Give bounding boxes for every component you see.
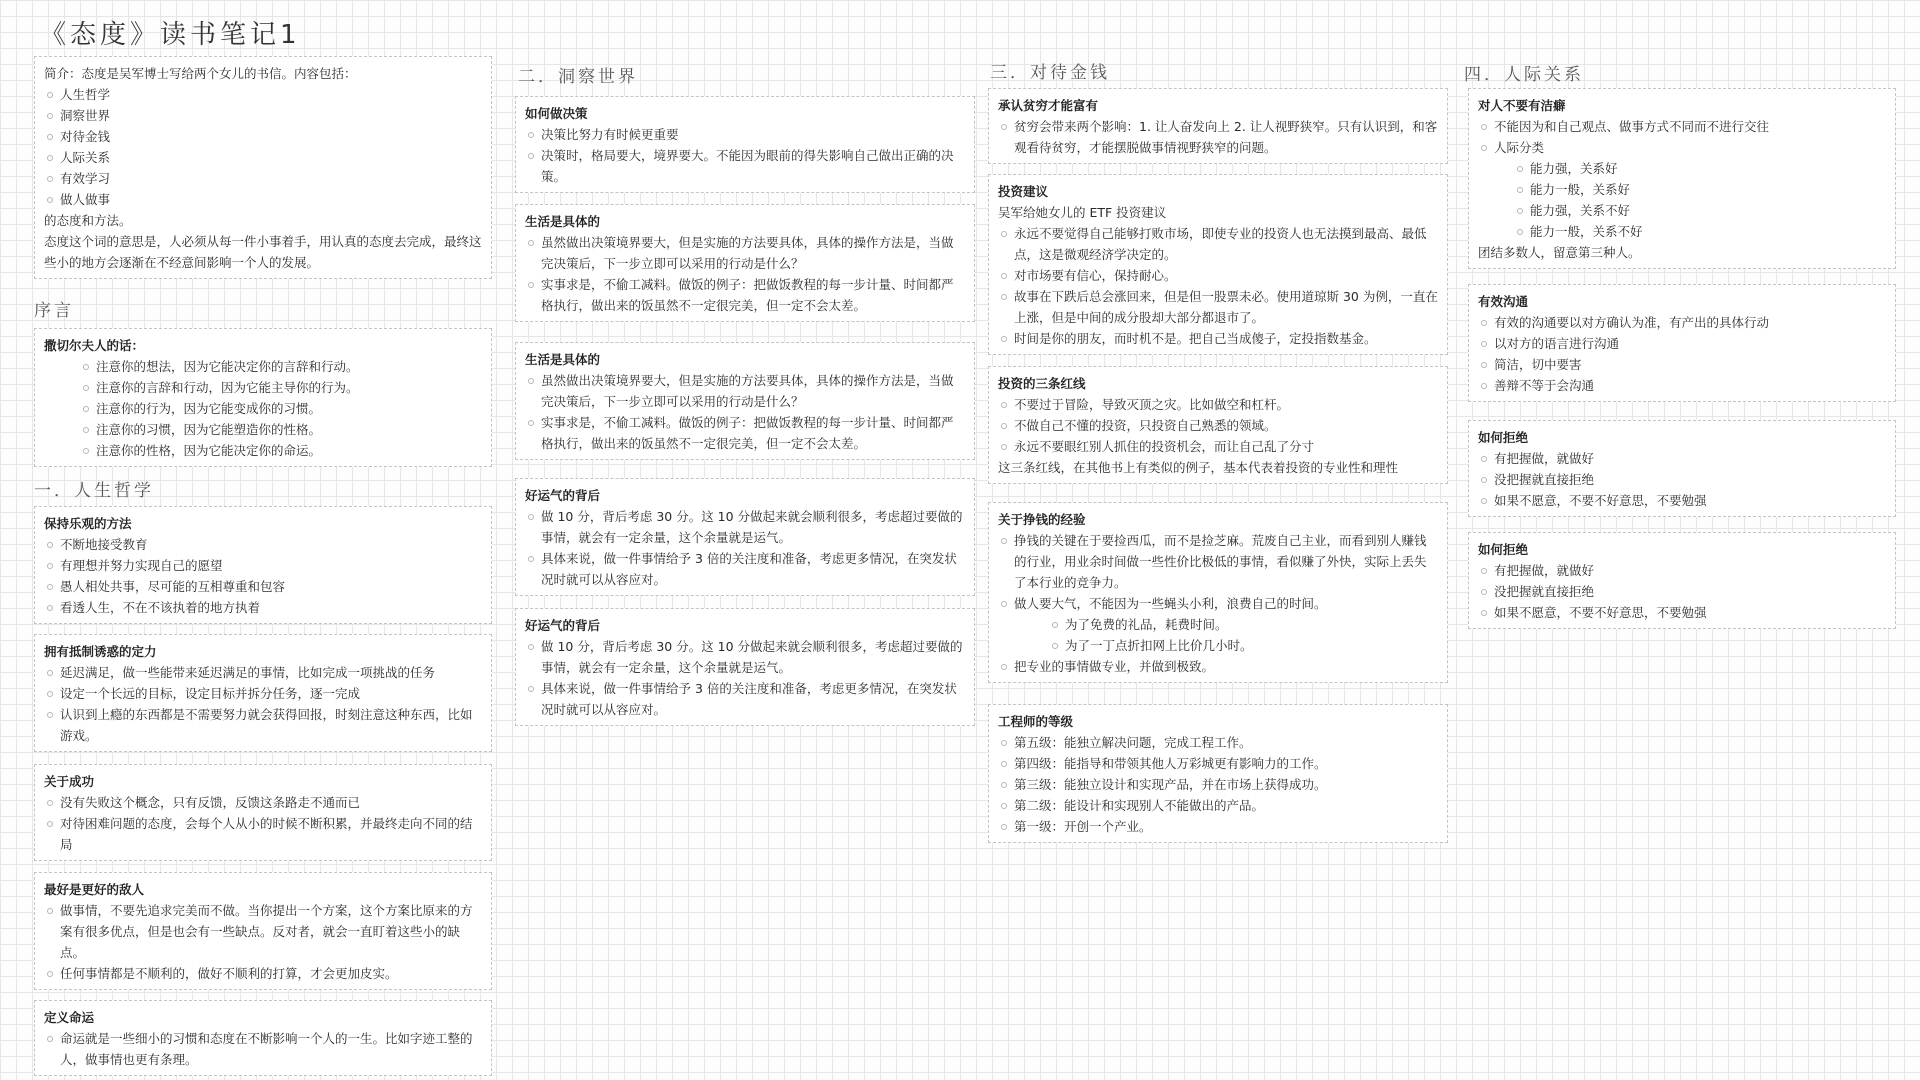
list-item: 洞察世界: [44, 105, 482, 126]
card-title: 关于挣钱的经验: [998, 512, 1086, 527]
list-item: 虽然做出决策境界要大，但是实施的方法要具体，具体的操作方法是，当做完决策后，下一步立即可以采用的行动是什么？: [525, 232, 965, 274]
list-item: 永远不要眼红别人抓住的投资机会，而让自己乱了分寸: [998, 436, 1438, 457]
temptation-card[interactable]: [34, 634, 492, 752]
card-subtitle: 吴军给她女儿的 ETF 投资建议: [998, 205, 1167, 220]
card-title: 好运气的背后: [525, 488, 601, 503]
intro-list: [44, 84, 482, 210]
list-item: 命运就是一些细小的习惯和态度在不断影响一个人的一生。比如字迹工整的人，做事情也更有条理。: [44, 1028, 482, 1070]
list-item: 如果不愿意，不要不好意思，不要勉强: [1478, 490, 1886, 511]
card-title: 好运气的背后: [525, 618, 601, 633]
section-heading-relationships: 四．人际关系: [1464, 65, 1584, 85]
list-item: 有把握做，就做好: [1478, 560, 1886, 581]
list-item: 任何事情都是不顺利的，做好不顺利的打算，才会更加皮实。: [44, 963, 482, 984]
list-item: 第二级：能设计和实现别人不能做出的产品。: [998, 795, 1438, 816]
list-item: 永远不要觉得自己能够打败市场，即使专业的投资人也无法摸到最高、最低点，这是微观经济学决定的。: [998, 223, 1438, 265]
list-item: 对待困难问题的态度，会每个人从小的时候不断积累，并最终走向不同的结局: [44, 813, 482, 855]
card-title: 如何做决策: [525, 106, 588, 121]
decision-card[interactable]: [515, 96, 975, 193]
card-title: 撒切尔夫人的话：: [44, 338, 145, 353]
list-item: 认识到上瘾的东西都是不需要努力就会获得回报，时刻注意这种东西，比如游戏。: [44, 704, 482, 746]
list-item: 做人要大气，不能因为一些蝇头小利，浪费自己的时间。: [998, 593, 1438, 614]
earning-card[interactable]: [988, 502, 1448, 683]
list-item: 第五级：能独立解决问题，完成工程工作。: [998, 732, 1438, 753]
list-item: 注意你的言辞和行动，因为它能主导你的行为。: [44, 377, 482, 398]
card-title: 如何拒绝: [1478, 430, 1529, 445]
list-item: 注意你的行为，因为它能变成你的习惯。: [44, 398, 482, 419]
list-item: 不能因为和自己观点、做事方式不同而不进行交往: [1478, 116, 1886, 137]
card-title: 定义命运: [44, 1010, 95, 1025]
list-item: 有效学习: [44, 168, 482, 189]
list-item: 对市场要有信心，保持耐心。: [998, 265, 1438, 286]
card-title: 最好是更好的敌人: [44, 882, 145, 897]
investment-advice-card[interactable]: [988, 174, 1448, 355]
list-item: 挣钱的关键在于要捡西瓜，而不是捡芝麻。荒废自己主业，而看到别人赚钱的行业，用业余时间做一些性价比极低的事情，看似赚了外快，实际上丢失了本行业的竞争力。: [998, 530, 1438, 593]
card-title: 有效沟通: [1478, 294, 1529, 309]
card-title: 投资建议: [998, 184, 1049, 199]
list-item: 注意你的性格，因为它能决定你的命运。: [44, 440, 482, 461]
red-lines-card[interactable]: [988, 366, 1448, 484]
life-concrete-card-2[interactable]: [515, 342, 975, 460]
card-title: 生活是具体的: [525, 214, 601, 229]
list-item: 能力一般，关系不好: [1478, 221, 1886, 242]
list-item: 能力强，关系好: [1478, 158, 1886, 179]
list-item: 贫穷会带来两个影响：1. 让人奋发向上 2. 让人视野狭窄。只有认识到，和客观看待贫穷，才能摆脱做事情视野狭窄的问题。: [998, 116, 1438, 158]
list-item: 人生哲学: [44, 84, 482, 105]
card-title: 拥有抵制诱惑的定力: [44, 644, 157, 659]
card-note: 团结多数人，留意第三种人。: [1478, 245, 1641, 260]
page-title: 《态度》读书笔记1: [40, 20, 301, 50]
list-item: 如果不愿意，不要不好意思，不要勉强: [1478, 602, 1886, 623]
list-item: 实事求是，不偷工减料。做饭的例子：把做饭教程的每一步计量、时间都严格执行，做出来的饭虽然不一定很完美，但一定不会太差。: [525, 274, 965, 316]
life-concrete-card[interactable]: [515, 204, 975, 322]
list-item: 时间是你的朋友，而时机不是。把自己当成傻子，定投指数基金。: [998, 328, 1438, 349]
list-item: 延迟满足，做一些能带来延迟满足的事情，比如完成一项挑战的任务: [44, 662, 482, 683]
list-item: 看透人生，不在不该执着的地方执着: [44, 597, 482, 618]
list-item: 为了一丁点折扣网上比价几小时。: [998, 635, 1438, 656]
list-item: 具体来说，做一件事情给予 3 倍的关注度和准备，考虑更多情况，在突发状况时就可以从容应对。: [525, 678, 965, 720]
list-item: 做 10 分，背后考虑 30 分。这 10 分做起来就会顺利很多，考虑超过要做的事情，就会有一定余量，这个余量就是运气。: [525, 506, 965, 548]
card-title: 生活是具体的: [525, 352, 601, 367]
list-item: 不断地接受教育: [44, 534, 482, 555]
card-title: 如何拒绝: [1478, 542, 1529, 557]
engineer-level-card[interactable]: [988, 704, 1448, 843]
list-item: 简洁，切中要害: [1478, 354, 1886, 375]
intro-desc: 态度这个词的意思是，人必须从每一件小事着手，用认真的态度去完成，最终这些小的地方会逐渐在不经意间影响一个人的发展。: [44, 234, 482, 270]
list-item: 故事在下跌后总会涨回来，但是但一股票未必。使用道琼斯 30 为例，一直在上涨，但是中间的成分股却大部分都退市了。: [998, 286, 1438, 328]
list-item: 决策比努力有时候更重要: [525, 124, 965, 145]
poverty-card[interactable]: [988, 88, 1448, 164]
list-item: 做事情，不要先追求完美而不做。当你提出一个方案，这个方案比原来的方案有很多优点，但是也会有一些缺点。反对者，就会一直盯着这些小的缺点。: [44, 900, 482, 963]
no-purity-card[interactable]: [1468, 88, 1896, 269]
list-item: 做人做事: [44, 189, 482, 210]
list-item: 第四级：能指导和带领其他人万彩城更有影响力的工作。: [998, 753, 1438, 774]
section-heading-philosophy: 一．人生哲学: [34, 481, 154, 501]
list-item: 不做自己不懂的投资，只投资自己熟悉的领域。: [998, 415, 1438, 436]
card-title: 保持乐观的方法: [44, 516, 132, 531]
list-item: 没把握就直接拒绝: [1478, 469, 1886, 490]
list-item: 有效的沟通要以对方确认为准，有产出的具体行动: [1478, 312, 1886, 333]
refuse-card-2[interactable]: [1468, 532, 1896, 629]
section-heading-money: 三．对待金钱: [990, 63, 1110, 83]
list-item: 具体来说，做一件事情给予 3 倍的关注度和准备，考虑更多情况，在突发状况时就可以从容应对。: [525, 548, 965, 590]
refuse-card[interactable]: [1468, 420, 1896, 517]
section-heading-insight: 二．洞察世界: [518, 67, 638, 87]
card-title: 承认贫穷才能富有: [998, 98, 1099, 113]
preface-card[interactable]: [34, 328, 492, 467]
intro-tail: 的态度和方法。: [44, 213, 132, 228]
card-title: 投资的三条红线: [998, 376, 1086, 391]
better-enemy-card[interactable]: [34, 872, 492, 990]
section-heading-preface: 序言: [34, 301, 74, 321]
intro-card[interactable]: [34, 56, 492, 279]
communication-card[interactable]: [1468, 284, 1896, 402]
list-item: 实事求是，不偷工减料。做饭的例子：把做饭教程的每一步计量、时间都严格执行，做出来的饭虽然不一定很完美，但一定不会太差。: [525, 412, 965, 454]
intro-lead: 简介：态度是吴军博士写给两个女儿的书信。内容包括：: [44, 66, 357, 81]
success-card[interactable]: [34, 764, 492, 861]
card-note: 这三条红线，在其他书上有类似的例子，基本代表着投资的专业性和理性: [998, 460, 1399, 475]
list-item: 第一级：开创一个产业。: [998, 816, 1438, 837]
list-item: 不要过于冒险，导致灭顶之灾。比如做空和杠杆。: [998, 394, 1438, 415]
list-item: 人际关系: [44, 147, 482, 168]
list-item: 善辩不等于会沟通: [1478, 375, 1886, 396]
list-item: 以对方的语言进行沟通: [1478, 333, 1886, 354]
list-item: 做 10 分，背后考虑 30 分。这 10 分做起来就会顺利很多，考虑超过要做的事情，就会有一定余量，这个余量就是运气。: [525, 636, 965, 678]
list-item: 把专业的事情做专业，并做到极致。: [998, 656, 1438, 677]
list-item: 决策时，格局要大，境界要大。不能因为眼前的得失影响自己做出正确的决策。: [525, 145, 965, 187]
list-item: 为了免费的礼品，耗费时间。: [998, 614, 1438, 635]
list-item: 对待金钱: [44, 126, 482, 147]
destiny-card[interactable]: [34, 1000, 492, 1076]
card-title: 关于成功: [44, 774, 95, 789]
card-title: 对人不要有洁癖: [1478, 98, 1566, 113]
list-item: 没把握就直接拒绝: [1478, 581, 1886, 602]
list-item: 有理想并努力实现自己的愿望: [44, 555, 482, 576]
list-item: 设定一个长远的目标，设定目标并拆分任务，逐一完成: [44, 683, 482, 704]
card-title: 工程师的等级: [998, 714, 1074, 729]
good-luck-card[interactable]: [515, 478, 975, 596]
list-item: 第三级：能独立设计和实现产品，并在市场上获得成功。: [998, 774, 1438, 795]
list-item: 能力一般，关系好: [1478, 179, 1886, 200]
list-item: 注意你的习惯，因为它能塑造你的性格。: [44, 419, 482, 440]
list-item: 有把握做，就做好: [1478, 448, 1886, 469]
good-luck-card-2[interactable]: [515, 608, 975, 726]
list-item: 没有失败这个概念，只有反馈，反馈这条路走不通而已: [44, 792, 482, 813]
list-item: 人际分类: [1478, 137, 1886, 158]
list-item: 注意你的想法，因为它能决定你的言辞和行动。: [44, 356, 482, 377]
list-item: 能力强，关系不好: [1478, 200, 1886, 221]
optimism-card[interactable]: [34, 506, 492, 624]
list-item: 虽然做出决策境界要大，但是实施的方法要具体，具体的操作方法是，当做完决策后，下一步立即可以采用的行动是什么？: [525, 370, 965, 412]
list-item: 愚人相处共事，尽可能的互相尊重和包容: [44, 576, 482, 597]
